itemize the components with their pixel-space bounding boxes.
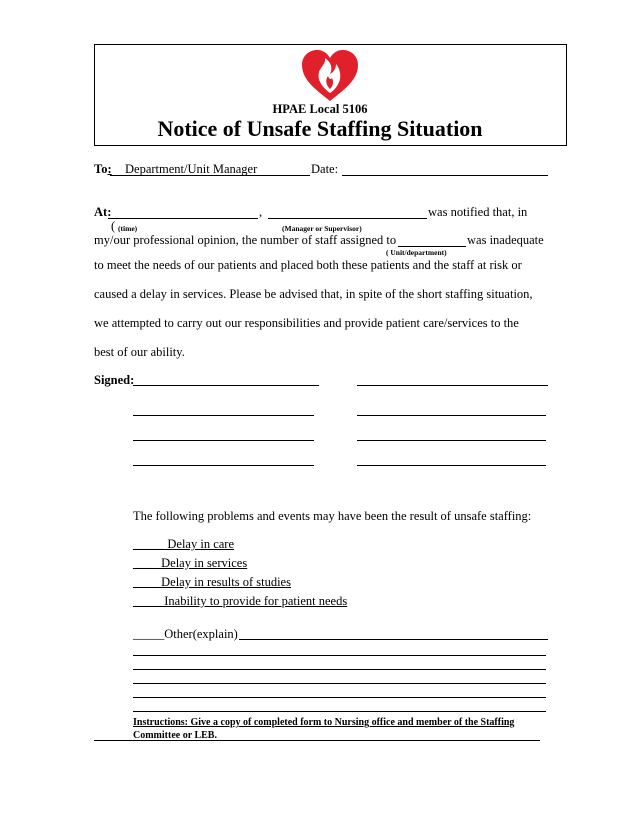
time-caption: (time) xyxy=(118,224,138,233)
other-explain-line[interactable] xyxy=(133,697,546,698)
body-line-1a: my/our professional opinion, the number of staff assigned to xyxy=(94,233,397,247)
to-value: Department/Unit Manager xyxy=(125,162,258,176)
signature-line[interactable] xyxy=(133,440,314,441)
signature-line[interactable] xyxy=(357,465,546,466)
signature-line[interactable] xyxy=(357,385,548,386)
time-field[interactable] xyxy=(108,218,258,219)
to-label: To: xyxy=(94,162,112,176)
notified-text: was notified that, in xyxy=(428,205,528,219)
heart-flame-logo xyxy=(300,49,360,102)
footer-rule xyxy=(94,740,540,741)
problem-item-delay-in-care[interactable]: _____ Delay in care xyxy=(133,537,235,551)
other-explain-label: _____Other(explain) xyxy=(133,627,238,641)
other-explain-line[interactable] xyxy=(239,639,548,640)
problem-item-delay-in-results[interactable]: ____ Delay in results of studies xyxy=(133,575,291,589)
instructions-line-1: Instructions: Give a copy of completed form to Nursing office and member of the Staffing xyxy=(133,717,515,728)
form-title: Notice of Unsafe Staffing Situation xyxy=(157,116,483,141)
manager-field[interactable] xyxy=(268,218,427,219)
date-field[interactable] xyxy=(342,175,548,176)
body-line-2: to meet the needs of our patients and placed both these patients and the staff at risk or xyxy=(94,258,522,272)
signature-line[interactable] xyxy=(133,385,319,386)
manager-caption: (Manager or Supervisor) xyxy=(282,224,362,233)
other-explain-line[interactable] xyxy=(133,655,546,656)
time-paren: ( xyxy=(111,219,116,233)
unit-field[interactable] xyxy=(398,246,466,247)
instructions-line-2: Committee or LEB. xyxy=(133,730,217,741)
other-explain-line[interactable] xyxy=(133,711,546,712)
problem-item-delay-in-services[interactable]: ____ Delay in services xyxy=(133,556,248,570)
signature-line[interactable] xyxy=(357,440,546,441)
unit-caption: ( Unit/department) xyxy=(386,248,447,257)
at-label: At: xyxy=(94,205,112,219)
signature-line[interactable] xyxy=(133,415,314,416)
signed-label: Signed: xyxy=(94,373,135,387)
problem-item-inability[interactable]: _____Inability to provide for patient needs xyxy=(133,594,348,608)
other-explain-line[interactable] xyxy=(133,669,546,670)
other-explain-line[interactable] xyxy=(133,683,546,684)
problems-intro: The following problems and events may have been the result of unsafe staffing: xyxy=(133,509,532,523)
org-name: HPAE Local 5106 xyxy=(272,102,368,116)
body-line-4: we attempted to carry out our responsibilities and provide patient care/services to the xyxy=(94,316,519,330)
signature-line[interactable] xyxy=(133,465,314,466)
at-comma: , xyxy=(259,205,263,219)
date-label: Date: xyxy=(311,162,339,176)
body-line-1b: was inadequate xyxy=(467,233,544,247)
body-line-3: caused a delay in services. Please be advised that, in spite of the short staffing situation, xyxy=(94,287,533,301)
signature-line[interactable] xyxy=(357,415,546,416)
body-line-5: best of our ability. xyxy=(94,345,185,359)
